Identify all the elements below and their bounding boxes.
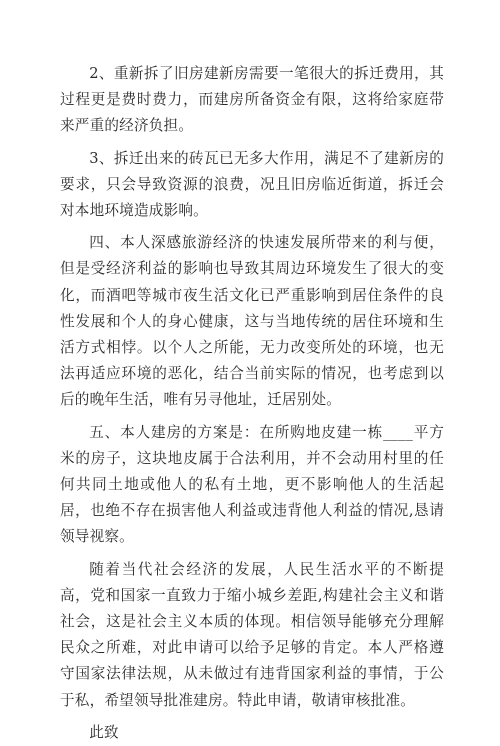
- document-body: [60, 61, 444, 746]
- paragraph-demolition-cost: 2、重新拆了旧房建新房需要一笔很大的拆迁费用，其过程更是费时费力，而建房所备资金有限，这将给家庭带来严重的经济负担。: [60, 65, 444, 135]
- paragraph-environment-change: 四、本人深感旅游经济的快速发展所带来的利与便，但是受经济利益的影响也导致其周边环境发生了很大的变化，而酒吧等城市夜生活文化已严重影响到居住条件的良性发展和个人的身心健康，这与当地传统的居住环境和生活方式相悖。以个人之所能，无力改变所处的环境，也无法再适应环境的恶化，结合当前实际的情况，也考虑到以后的晚年生活，唯有另寻他址，迁居别处。: [60, 234, 444, 409]
- paragraph-materials-waste: 3、拆迁出来的砖瓦已无多大作用，满足不了建新房的要求，只会导致资源的浪费，况且旧房临近街道，拆迁会对本地环境造成影响。: [60, 149, 444, 220]
- paragraph-building-plan: 五、本人建房的方案是：在所购地皮建一栋____平方米的房子，这块地皮属于合法利用，并不会动用村里的任何共同土地或他人的私有土地，更不影响他人的生活起居，也绝不存在损害他人利益或违背他人利益的情况,恳请领导视察。: [60, 423, 444, 546]
- closing-salutation: 此致: [89, 723, 119, 741]
- paragraph-request-approval: 随着当代社会经济的发展，人民生活水平的不断提高，党和国家一直致力于缩小城乡差距,构建社会主义和谐社会，这是社会主义本质的体现。相信领导能够充分理解民众之所难，对此申请可以给予足够的肯定。本人严格遵守国家法律法规，从未做过有违背国家利益的事情，于公于私，希望领导批准建房。特此申请，敬请审核批准。: [60, 560, 444, 709]
